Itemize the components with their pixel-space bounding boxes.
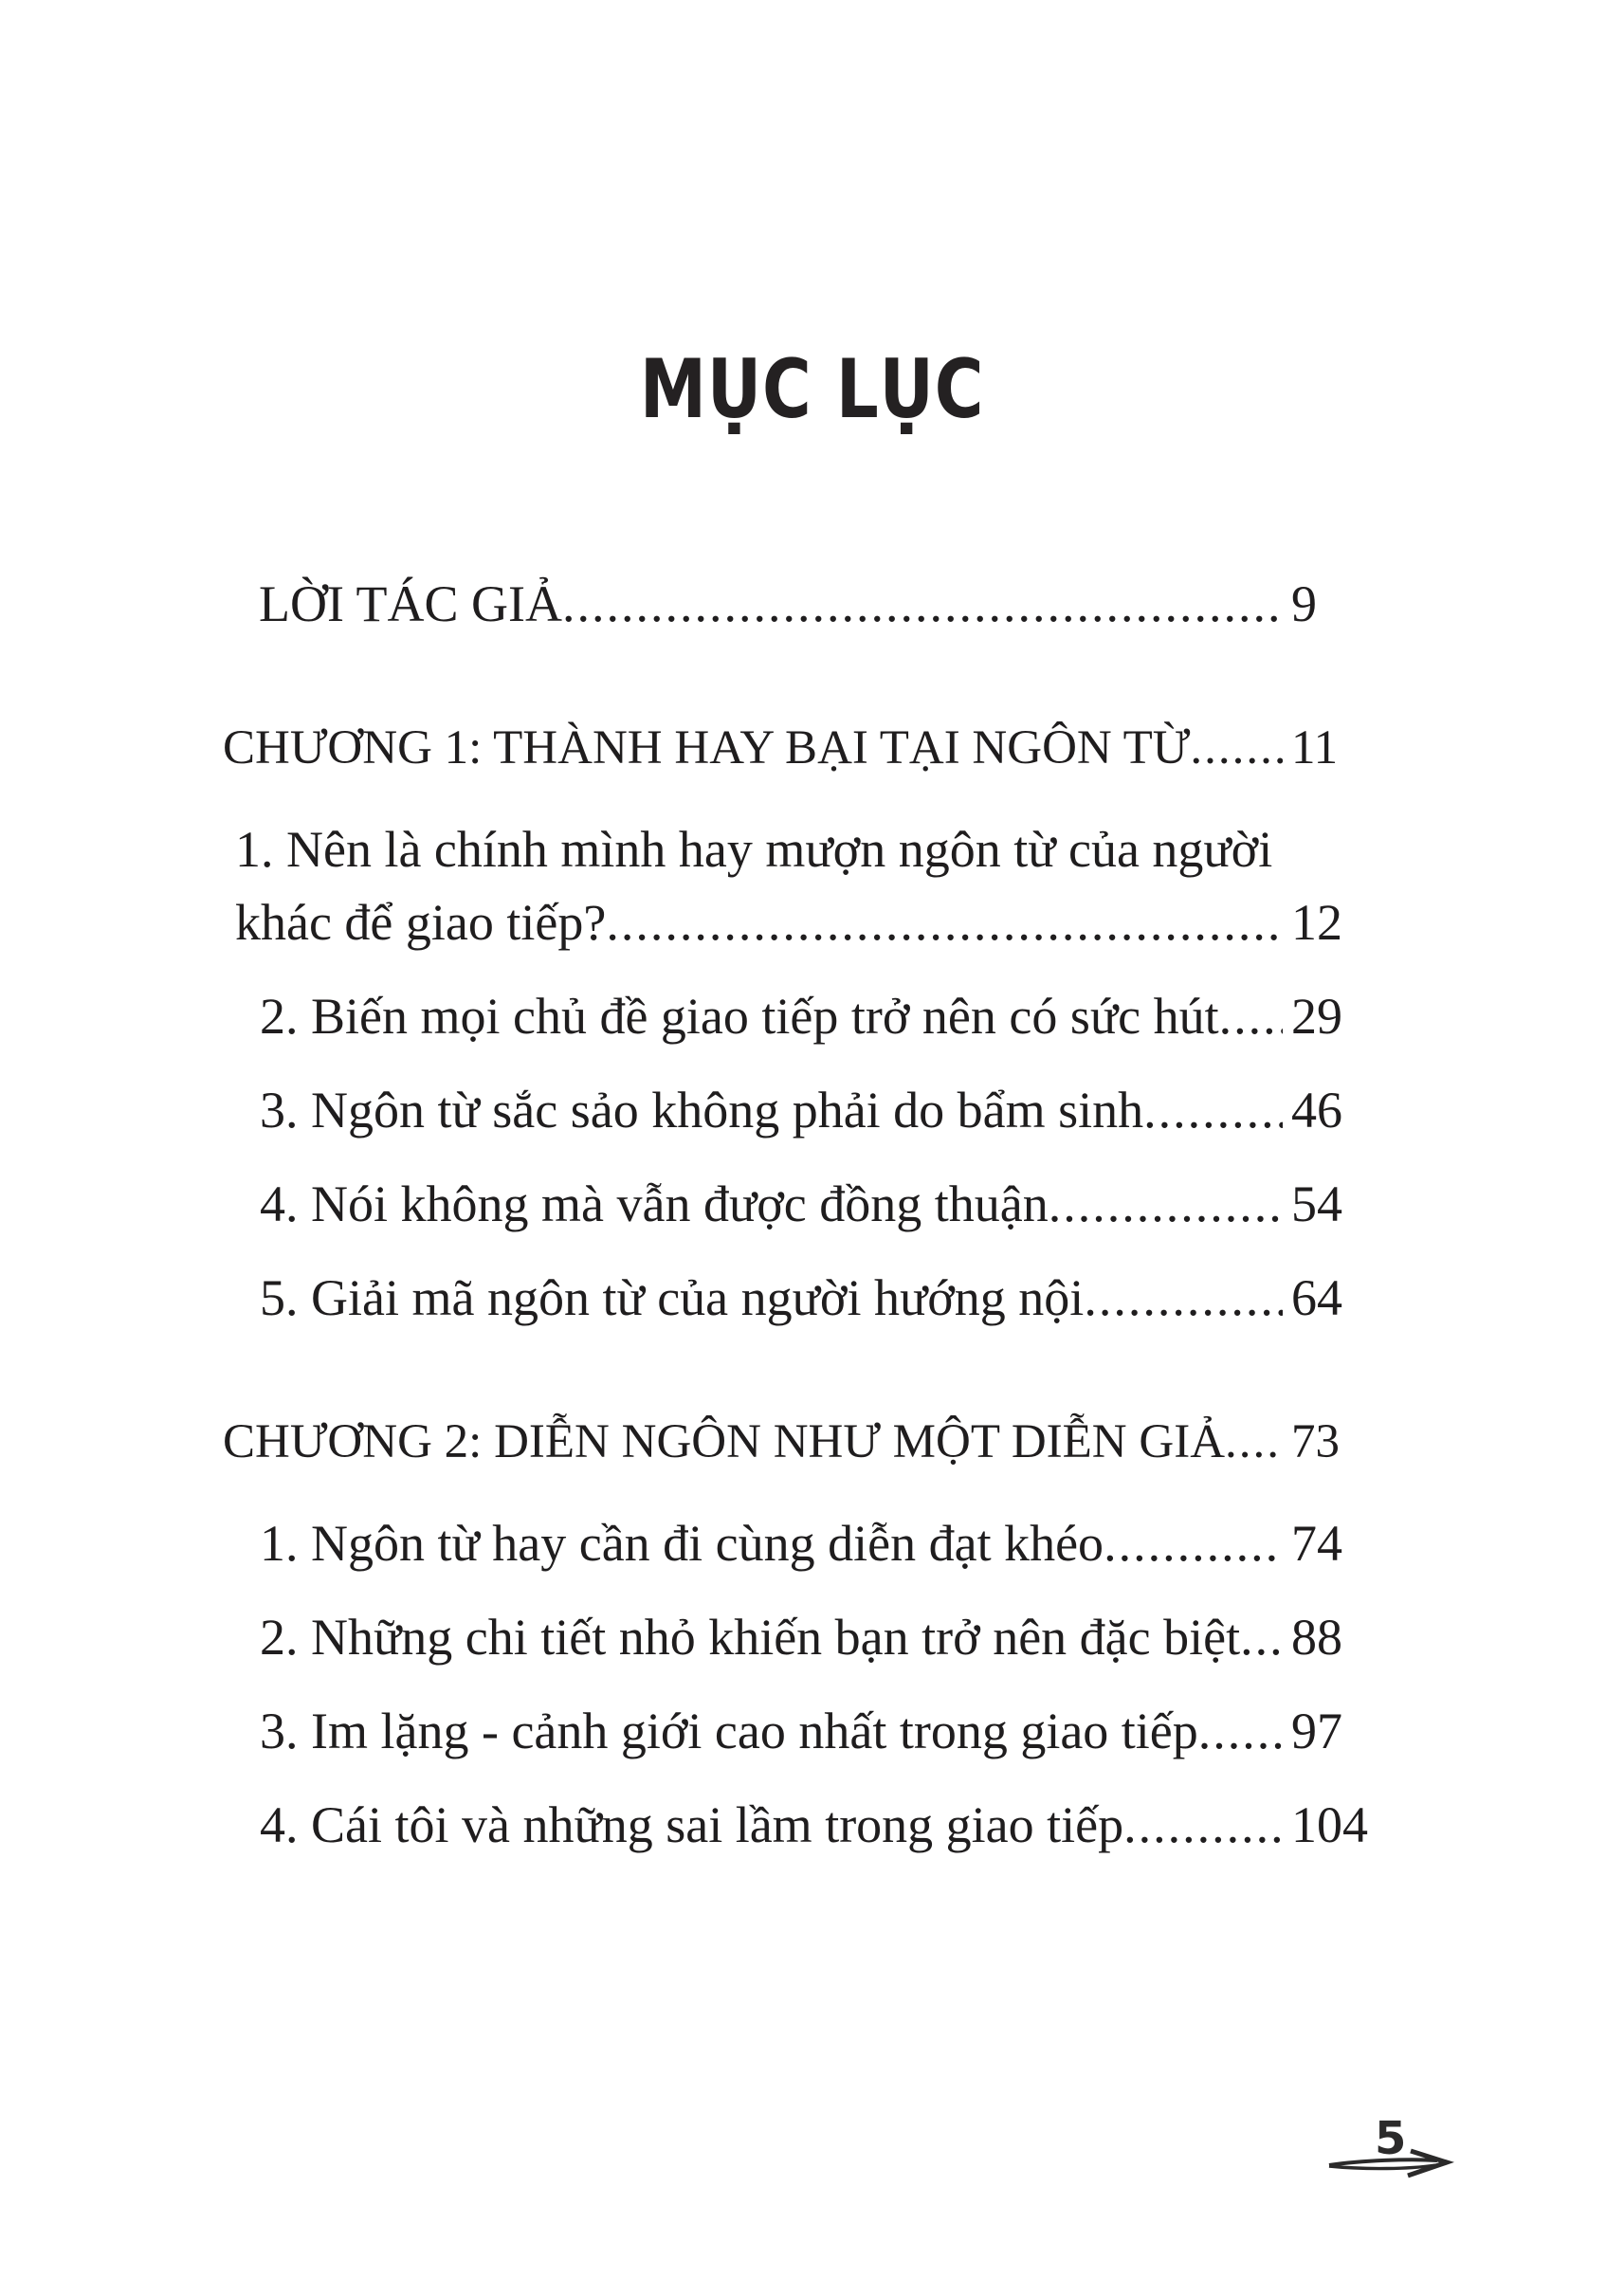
page-number: 54 (1291, 1175, 1342, 1232)
page-number: 29 (1291, 988, 1342, 1045)
toc-entry (260, 980, 1370, 1053)
toc-entry-label: 4. Cái tôi và những sai lầm trong giao tiếp (260, 1796, 1124, 1853)
toc-entry-label: 1. Nên là chính mình hay mượn ngôn từ của người (235, 821, 1273, 878)
dot-leader (1084, 1262, 1283, 1335)
toc-heading-label: CHƯƠNG 2: DIỄN NGÔN NHƯ MỘT DIỄN GIẢ (223, 1415, 1226, 1468)
toc-entry (260, 1168, 1370, 1241)
arrow-right-icon (1323, 2148, 1468, 2180)
dot-leader (1049, 1168, 1283, 1241)
dot-leader (1190, 712, 1283, 785)
toc-entry-label: 2. Biến mọi chủ đề giao tiếp trở nên có sức hút (260, 988, 1219, 1045)
page-number: 88 (1291, 1609, 1342, 1666)
toc-entry-label: 5. Giải mã ngôn từ của người hướng nội (260, 1269, 1085, 1326)
page-number: 9 (1291, 575, 1317, 632)
page-number: 73 (1291, 1415, 1340, 1468)
toc-entry-label-continued: khác để giao tiếp? (235, 894, 607, 951)
toc-entry-label: 4. Nói không mà vẫn được đồng thuận (260, 1175, 1049, 1232)
toc-entry (260, 1074, 1370, 1147)
dot-leader (606, 886, 1283, 959)
dot-leader (1143, 1074, 1283, 1147)
toc-entry-label: LỜI TÁC GIẢ (259, 575, 562, 632)
toc-chapter-heading (223, 1406, 1370, 1479)
toc-entry-label: 2. Những chi tiết nhỏ khiến bạn trở nên đặc biệt (260, 1609, 1241, 1666)
toc-entry (260, 1262, 1370, 1335)
page-title: MỤC LỤC (639, 342, 985, 437)
page-number: 12 (1291, 894, 1342, 951)
dot-leader (1123, 1789, 1283, 1862)
toc-entry-front (259, 568, 1370, 641)
dot-leader (1225, 1406, 1283, 1479)
page-number: 104 (1291, 1796, 1368, 1853)
toc-entry-label: 3. Im lặng - cảnh giới cao nhất trong giao tiếp (260, 1703, 1198, 1759)
dot-leader (1219, 980, 1283, 1053)
title-area (0, 0, 1624, 437)
page-number: 97 (1291, 1703, 1342, 1759)
dot-leader (1104, 1507, 1283, 1580)
folio-page-number: 5 (1375, 2112, 1407, 2165)
toc-entry-label: 1. Ngôn từ hay cần đi cùng diễn đạt khéo (260, 1515, 1104, 1572)
page-number: 46 (1291, 1082, 1342, 1139)
toc-entry (235, 813, 1370, 959)
page-number: 64 (1291, 1269, 1342, 1326)
table-of-contents (0, 568, 1624, 1862)
toc-entry (260, 1507, 1370, 1580)
toc-heading-label: CHƯƠNG 1: THÀNH HAY BẠI TẠI NGÔN TỪ (223, 721, 1191, 774)
dot-leader (562, 568, 1283, 641)
dot-leader (1240, 1601, 1283, 1674)
dot-leader (1198, 1695, 1283, 1768)
toc-chapter-heading (223, 712, 1370, 785)
page-number: 74 (1291, 1515, 1342, 1572)
toc-entry (260, 1789, 1370, 1862)
toc-entry (260, 1601, 1370, 1674)
toc-entry (260, 1695, 1370, 1768)
page-number: 11 (1291, 721, 1339, 774)
toc-entry-label: 3. Ngôn từ sắc sảo không phải do bẩm sinh (260, 1082, 1144, 1139)
